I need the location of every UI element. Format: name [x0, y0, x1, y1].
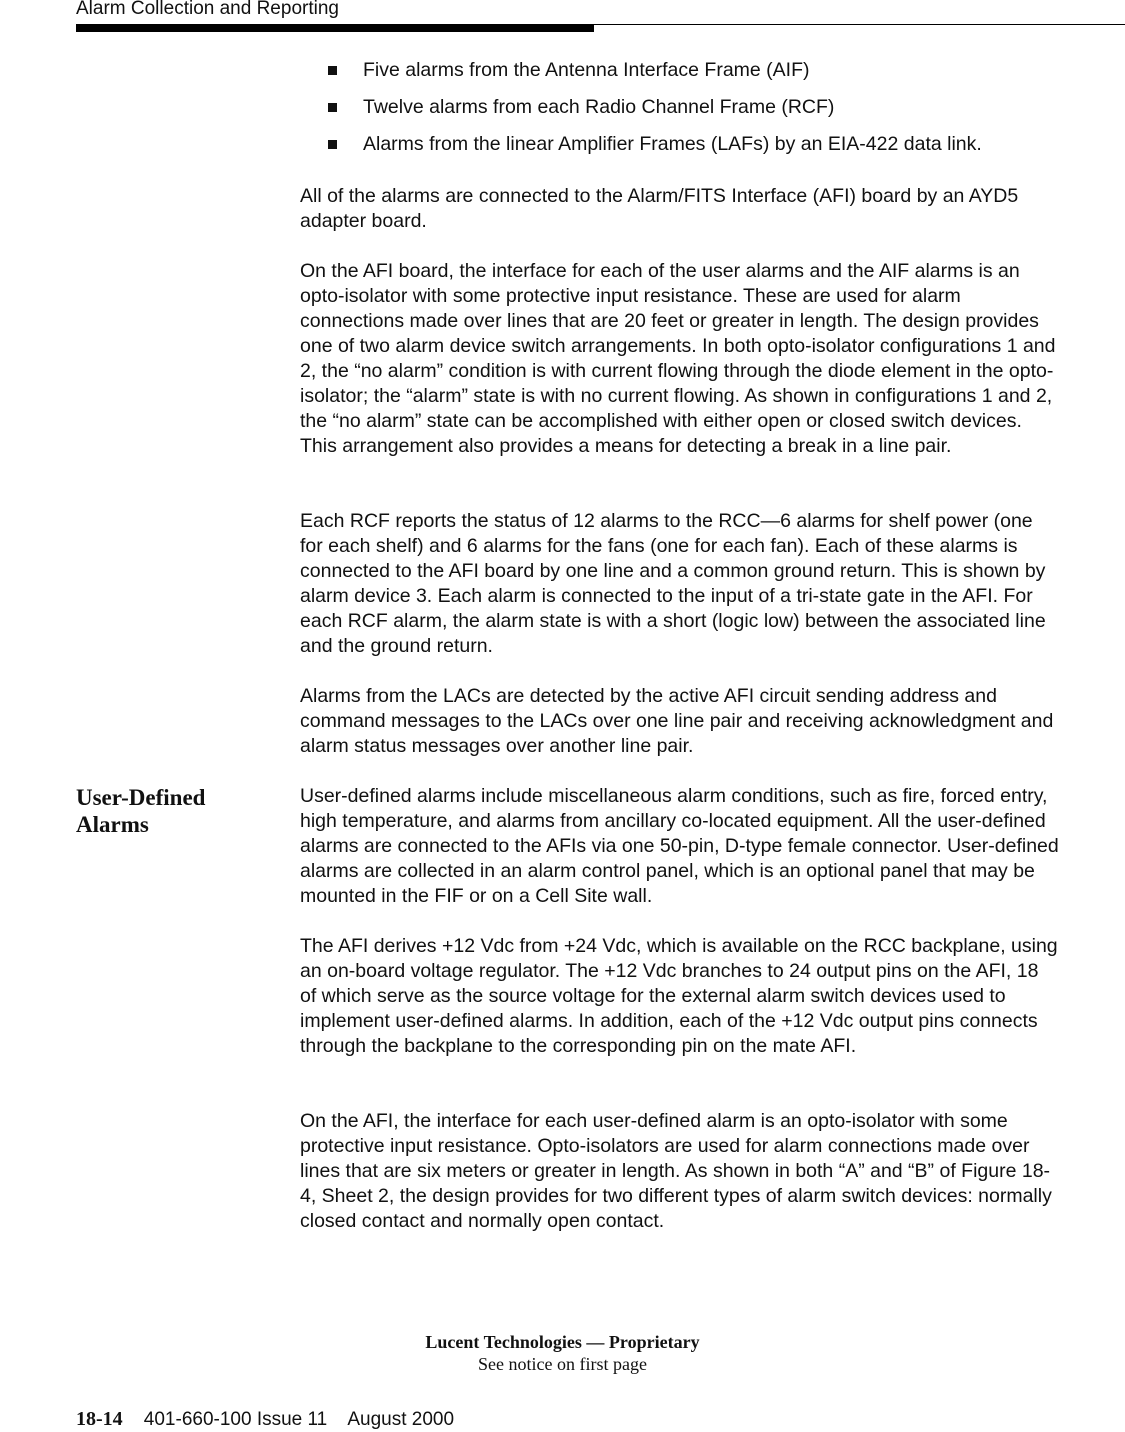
section-paragraph: User-defined alarms include miscellaneous alarm conditions, such as fire, forced entry, high temperature, and alarms from ancillary co-located equipment. All the user-defined alarms are connected to the AFIs via one 50-pin, D-type female connector. User-defined alarms are collected in an alarm control panel, which is an optional panel that may be mounted in the FIF or on a Cell Site wall.	[300, 785, 1059, 907]
page-number: 18-14	[76, 1408, 123, 1430]
list-item: Twelve alarms from each Radio Channel Frame (RCF)	[300, 95, 1060, 119]
issue-date: August 2000	[347, 1409, 455, 1430]
section-paragraph: The AFI derives +12 Vdc from +24 Vdc, which is available on the RCC backplane, using an on-board voltage regulator. The +12 Vdc branches to 24 output pins on the AFI, 18 of which serve as the source voltage for the external alarm switch devices used to implement user-defined alarms. In addition, each of the +12 Vdc output pins connects through the backplane to the corresponding pin on the mate AFI.	[300, 935, 1058, 1057]
footer-proprietary: Lucent Technologies — Proprietary	[425, 1332, 700, 1352]
header-rule-thick	[76, 24, 594, 32]
running-head: Alarm Collection and Reporting	[76, 0, 339, 19]
list-item: Five alarms from the Antenna Interface Frame (AIF)	[300, 58, 1060, 82]
list-item: Alarms from the linear Amplifier Frames (LAFs) by an EIA-422 data link.	[300, 132, 1060, 156]
section-heading: User-Defined Alarms	[76, 785, 206, 837]
body-paragraph: Alarms from the LACs are detected by the active AFI circuit sending address and command messages to the LACs over one line pair and receiving acknowledgment and alarm status messages over another line pair.	[300, 685, 1054, 757]
section-paragraph: On the AFI, the interface for each user-defined alarm is an opto-isolator with some protective input resistance. Opto-isolators are used for alarm connections made over lines that are six meters or greater in length. As shown in both “A” and “B” of Figure 18-4, Sheet 2, the design provides for two different types of alarm switch devices: normally closed contact and normally open contact.	[300, 1110, 1052, 1232]
page-footer	[76, 1407, 454, 1432]
body-paragraph: All of the alarms are connected to the Alarm/FITS Interface (AFI) board by an AYD5 adapter board.	[300, 185, 1019, 232]
square-bullet-icon	[328, 103, 337, 112]
body-paragraph: Each RCF reports the status of 12 alarms to the RCC—6 alarms for shelf power (one for each shelf) and 6 alarms for the fans (one for each fan). Each of these alarms is connected to the AFI board by one line and a common ground return. This is shown by alarm device 3. Each alarm is connected to the input of a tri-state gate in the AFI. For each RCF alarm, the alarm state is with a short (logic low) between the associated line and the ground return.	[300, 510, 1046, 657]
body-paragraph: On the AFI board, the interface for each of the user alarms and the AIF alarms is an opto-isolator with some protective input resistance. These are used for alarm connections made over lines that are 20 feet or greater in length. The design provides one of two alarm device switch arrangements. In both opto-isolator configurations 1 and 2, the “no alarm” condition is with current flowing through the diode element in the opto-isolator; the “alarm” state is with no current flowing. As shown in configurations 1 and 2, the “no alarm” state can be accomplished with either open or closed switch devices. This arrangement also provides a means for detecting a break in a line pair.	[300, 260, 1056, 457]
square-bullet-icon	[328, 140, 337, 149]
document-id: 401-660-100 Issue 11	[143, 1409, 328, 1430]
alarm-source-list	[300, 58, 1060, 169]
footer-notice: See notice on first page	[478, 1354, 647, 1374]
square-bullet-icon	[328, 66, 337, 75]
